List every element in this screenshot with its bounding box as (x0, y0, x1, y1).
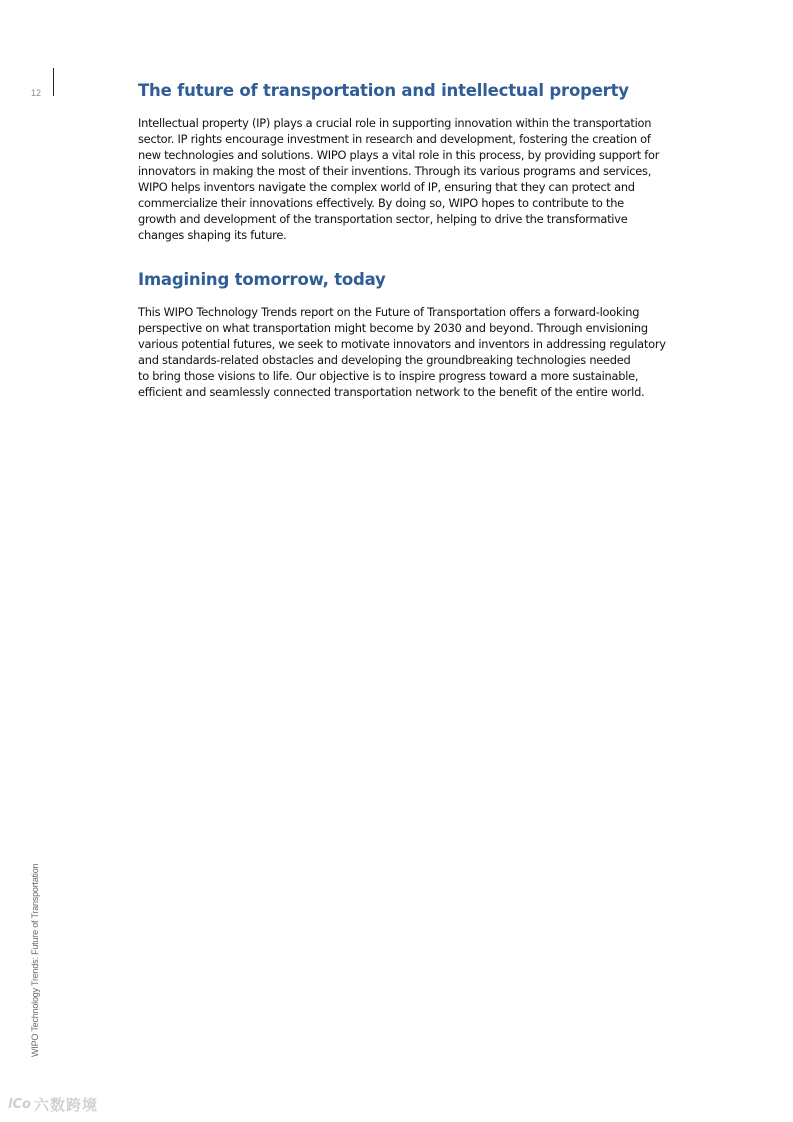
body-line: new technologies and solutions. WIPO plays a vital role in this process, by providing support for (138, 148, 660, 162)
page-number-rule (53, 68, 54, 96)
body-line: innovators in making the most of their inventions. Through its various programs and services, (138, 164, 652, 178)
body-line: WIPO helps inventors navigate the complex world of IP, ensuring that they can protect and (138, 180, 635, 194)
page-number: 12 (31, 88, 42, 98)
body-line: to bring those visions to life. Our objective is to inspire progress toward a more sustainable, (138, 369, 639, 383)
body-line: efficient and seamlessly connected transportation network to the benefit of the entire world. (138, 385, 645, 399)
body-line: commercialize their innovations effectively. By doing so, WIPO hopes to contribute to the (138, 196, 624, 210)
running-footer: WIPO Technology Trends: Future of Transportation (30, 863, 40, 1057)
section-title-ip: The future of transportation and intellectual property (138, 81, 629, 100)
body-line: various potential futures, we seek to motivate innovators and inventors in addressing regulatory (138, 337, 666, 351)
section-title-tomorrow: Imagining tomorrow, today (138, 270, 386, 289)
watermark-text: 六数跨境 (33, 1096, 98, 1114)
body-line: and standards-related obstacles and developing the groundbreaking technologies needed (138, 353, 631, 367)
body-line: This WIPO Technology Trends report on the Future of Transportation offers a forward-looking (138, 305, 640, 319)
body-line: changes shaping its future. (138, 228, 287, 242)
main-content (138, 80, 668, 400)
body-line: perspective on what transportation might become by 2030 and beyond. Through envisioning (138, 321, 648, 335)
body-line: sector. IP rights encourage investment in research and development, fostering the creation of (138, 132, 651, 146)
watermark (8, 1094, 98, 1115)
section-body-tomorrow (138, 304, 668, 400)
watermark-logo-icon: lCo (8, 1097, 31, 1112)
body-line: Intellectual property (IP) plays a crucial role in supporting innovation within the transportation (138, 116, 652, 130)
section-body-ip (138, 115, 668, 243)
body-line: growth and development of the transportation sector, helping to drive the transformative (138, 212, 628, 226)
